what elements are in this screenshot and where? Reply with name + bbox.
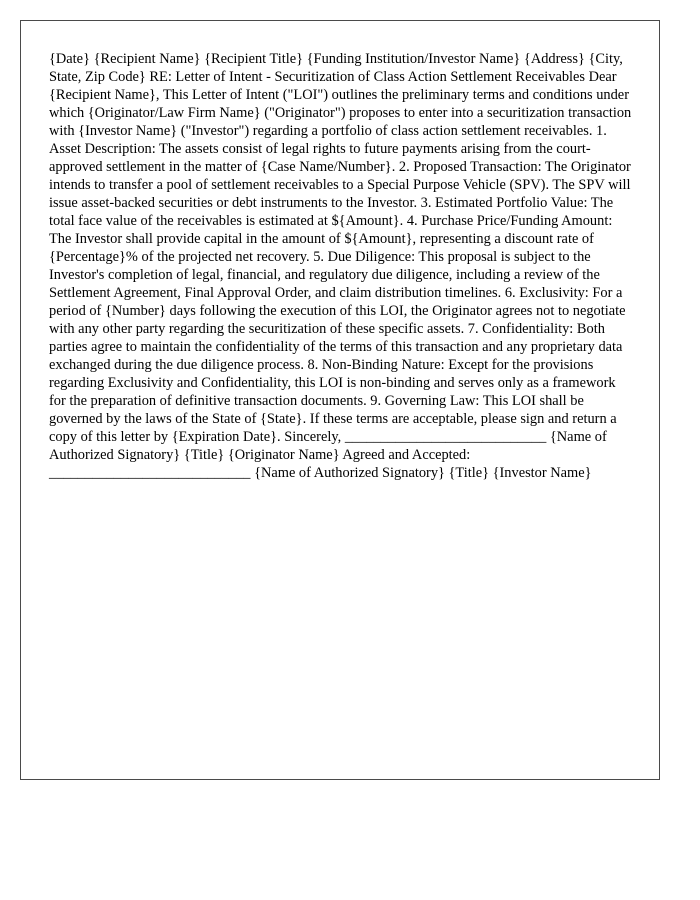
letter-body-text: {Date} {Recipient Name} {Recipient Title} {Funding Institution/Investor Name} {Address} {City, State, Zip Code} RE: Letter of Intent - Securitization of Class Action Settlement Receivables Dear {Recipient Name}, This Letter of Intent ("LOI") outlines the preliminary terms and conditions under which {Originator/Law Firm Name} ("Originator") proposes to enter into a securitization transaction with {Investor Name} ("Investor") regarding a portfolio of class action settlement receivables. 1. Asset Description: The assets consist of legal rights to future payments arising from the court-approved settlement in the matter of {Case Name/Number}. 2. Proposed Transaction: The Originator intends to transfer a pool of settlement receivables to a Special Purpose Vehicle (SPV). The SPV will issue asset-backed securities or debt instruments to the Investor. 3. Estimated Portfolio Value: The total face value of the receivables is estimated at ${Amount}. 4. Purchase Price/Funding Amount: The Investor shall provide capital in the amount of ${Amount}, representing a discount rate of {Percentage}% of the projected net recovery. 5. Due Diligence: This proposal is subject to the Investor's completion of legal, financial, and regulatory due diligence, including a review of the Settlement Agreement, Final Approval Order, and claim distribution timelines. 6. Exclusivity: For a period of {Number} days following the execution of this LOI, the Originator agrees not to negotiate with any other party regarding the securitization of these specific assets. 7. Confidentiality: Both parties agree to maintain the confidentiality of the terms of this transaction and any proprietary data exchanged during the due diligence process. 8. Non-Binding Nature: Except for the provisions regarding Exclusivity and Confidentiality, this LOI is non-binding and serves only as a framework for the preparation of definitive transaction documents. 9. Governing Law: This LOI shall be governed by the laws of the State of {State}. If these terms are acceptable, please sign and return a copy of this letter by {Expiration Date}. Sincerely, ____________________________ {Name of Authorized Signatory} {Title} {Originator Name} Agreed and Accepted: ____________________________ {Name of Authorized Signatory} {Title} {Investor Name} (49, 51, 632, 481)
document-page (20, 20, 660, 780)
